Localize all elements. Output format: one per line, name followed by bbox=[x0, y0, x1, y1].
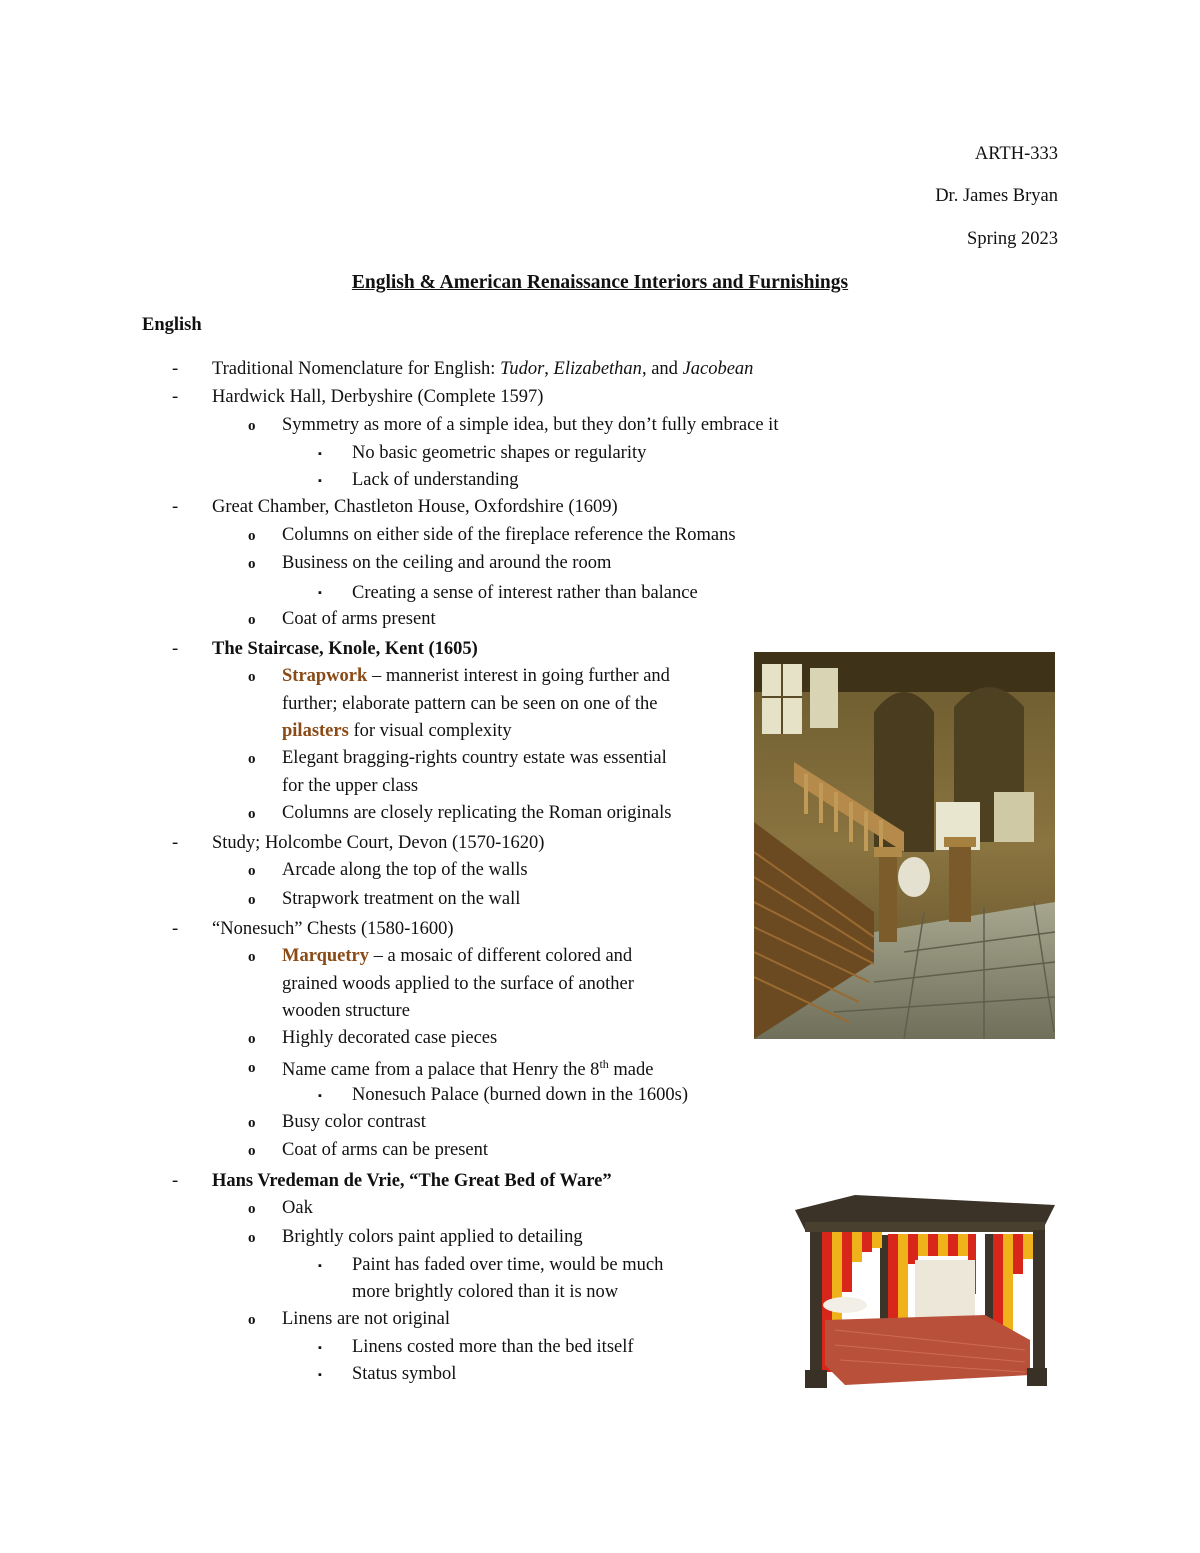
note-pilasters bbox=[282, 721, 512, 742]
note-status-symbol: Status symbol bbox=[352, 1364, 457, 1384]
bullet-circle: o bbox=[248, 528, 256, 544]
note-symmetry: Symmetry as more of a simple idea, but they don’t fully embrace it bbox=[282, 415, 779, 435]
note-upper-class: for the upper class bbox=[282, 776, 419, 796]
note-business-ceiling: Business on the ceiling and around the room bbox=[282, 553, 612, 573]
term-label: Spring 2023 bbox=[967, 229, 1058, 249]
note-oak: Oak bbox=[282, 1198, 313, 1218]
bullet-square: ▪ bbox=[318, 587, 322, 599]
bullet-dash: - bbox=[172, 497, 179, 517]
term-jacobean: Jacobean bbox=[682, 359, 754, 379]
note-interest-balance: Creating a sense of interest rather than balance bbox=[352, 583, 698, 603]
bullet-circle: o bbox=[248, 1060, 256, 1076]
great-bed-photo bbox=[785, 1190, 1060, 1390]
note-linens: Linens are not original bbox=[282, 1309, 450, 1329]
bullet-circle: o bbox=[248, 949, 256, 965]
bullet-circle: o bbox=[248, 1031, 256, 1047]
note-strapwork bbox=[282, 666, 670, 687]
note-strapwork-cont: further; elaborate pattern can be seen on one of the bbox=[282, 694, 658, 714]
bullet-circle: o bbox=[248, 1312, 256, 1328]
bullet-dash: - bbox=[172, 639, 179, 659]
bullet-circle: o bbox=[248, 1143, 256, 1159]
bullet-square: ▪ bbox=[318, 475, 322, 487]
bullet-square: ▪ bbox=[318, 1260, 322, 1272]
bullet-dash: - bbox=[172, 919, 179, 939]
note-coat-of-arms: Coat of arms present bbox=[282, 609, 436, 629]
note-strapwork-wall: Strapwork treatment on the wall bbox=[282, 889, 521, 909]
bullet-circle: o bbox=[248, 863, 256, 879]
note-paint-faded: Paint has faded over time, would be much bbox=[352, 1255, 664, 1275]
staircase-illustration bbox=[754, 652, 1055, 1039]
bed-illustration bbox=[785, 1190, 1060, 1390]
note-text: Traditional Nomenclature for English: bbox=[212, 359, 501, 379]
note-marquetry bbox=[282, 946, 632, 967]
note-grained-woods: grained woods applied to the surface of another bbox=[282, 974, 634, 994]
bullet-square: ▪ bbox=[318, 448, 322, 460]
note-coat-of-arms-2: Coat of arms can be present bbox=[282, 1140, 488, 1160]
bullet-circle: o bbox=[248, 556, 256, 572]
note-text: for visual complexity bbox=[348, 721, 512, 741]
term-strapwork: Strapwork bbox=[282, 666, 368, 686]
bullet-dash: - bbox=[172, 833, 179, 853]
note-text: , and bbox=[641, 359, 683, 379]
note-great-bed: Hans Vredeman de Vrie, “The Great Bed of Ware” bbox=[212, 1171, 612, 1191]
bullet-square: ▪ bbox=[318, 1369, 322, 1381]
note-lack-understanding: Lack of understanding bbox=[352, 470, 519, 490]
note-bright-paint: Brightly colors paint applied to detailing bbox=[282, 1227, 583, 1247]
note-busy-color: Busy color contrast bbox=[282, 1112, 426, 1132]
bullet-circle: o bbox=[248, 1201, 256, 1217]
note-paint-faded-cont: more brightly colored than it is now bbox=[352, 1282, 619, 1302]
term-tudor: Tudor bbox=[500, 359, 545, 379]
document-title: English & American Renaissance Interiors and Furnishings bbox=[351, 272, 849, 293]
note-text: , bbox=[544, 359, 554, 379]
note-no-geometric: No basic geometric shapes or regularity bbox=[352, 443, 647, 463]
bullet-square: ▪ bbox=[318, 1090, 322, 1102]
note-text: Name came from a palace that Henry the 8 bbox=[282, 1060, 600, 1081]
term-elizabethan: Elizabethan bbox=[553, 359, 642, 379]
instructor-name: Dr. James Bryan bbox=[935, 186, 1058, 206]
note-text: made bbox=[608, 1060, 654, 1081]
term-pilasters: pilasters bbox=[282, 721, 349, 741]
note-staircase-knole: The Staircase, Knole, Kent (1605) bbox=[212, 639, 478, 659]
bullet-dash: - bbox=[172, 387, 179, 407]
note-linens-cost: Linens costed more than the bed itself bbox=[352, 1337, 634, 1357]
ordinal-suffix: th bbox=[599, 1057, 609, 1071]
staircase-photo bbox=[754, 652, 1055, 1039]
bullet-circle: o bbox=[248, 806, 256, 822]
note-great-chamber: Great Chamber, Chastleton House, Oxfordshire (1609) bbox=[212, 497, 618, 517]
note-name-palace bbox=[282, 1057, 653, 1081]
note-hardwick-hall: Hardwick Hall, Derbyshire (Complete 1597) bbox=[212, 387, 544, 407]
bullet-circle: o bbox=[248, 892, 256, 908]
bullet-circle: o bbox=[248, 612, 256, 628]
note-columns-fireplace: Columns on either side of the fireplace reference the Romans bbox=[282, 525, 736, 545]
bullet-circle: o bbox=[248, 669, 256, 685]
note-text: – mannerist interest in going further and bbox=[367, 666, 670, 686]
bullet-square: ▪ bbox=[318, 1342, 322, 1354]
term-marquetry: Marquetry bbox=[282, 946, 369, 966]
note-wooden-structure: wooden structure bbox=[282, 1001, 410, 1021]
note-nonesuch-chests: “Nonesuch” Chests (1580-1600) bbox=[212, 919, 454, 939]
note-elegant-estate: Elegant bragging-rights country estate was essential bbox=[282, 748, 667, 768]
bullet-circle: o bbox=[248, 418, 256, 434]
note-nonesuch-palace: Nonesuch Palace (burned down in the 1600s) bbox=[352, 1085, 688, 1105]
note-roman-columns: Columns are closely replicating the Roman originals bbox=[282, 803, 672, 823]
note-nomenclature bbox=[212, 359, 753, 380]
course-code: ARTH-333 bbox=[974, 144, 1058, 164]
bullet-circle: o bbox=[248, 751, 256, 767]
bullet-circle: o bbox=[248, 1230, 256, 1246]
bullet-dash: - bbox=[172, 359, 179, 379]
bullet-circle: o bbox=[248, 1115, 256, 1131]
section-heading-english: English bbox=[142, 315, 202, 335]
note-arcade: Arcade along the top of the walls bbox=[282, 860, 528, 880]
note-case-pieces: Highly decorated case pieces bbox=[282, 1028, 498, 1048]
note-holcombe-study: Study; Holcombe Court, Devon (1570-1620) bbox=[212, 833, 545, 853]
bullet-dash: - bbox=[172, 1171, 179, 1191]
note-text: – a mosaic of different colored and bbox=[369, 946, 633, 966]
